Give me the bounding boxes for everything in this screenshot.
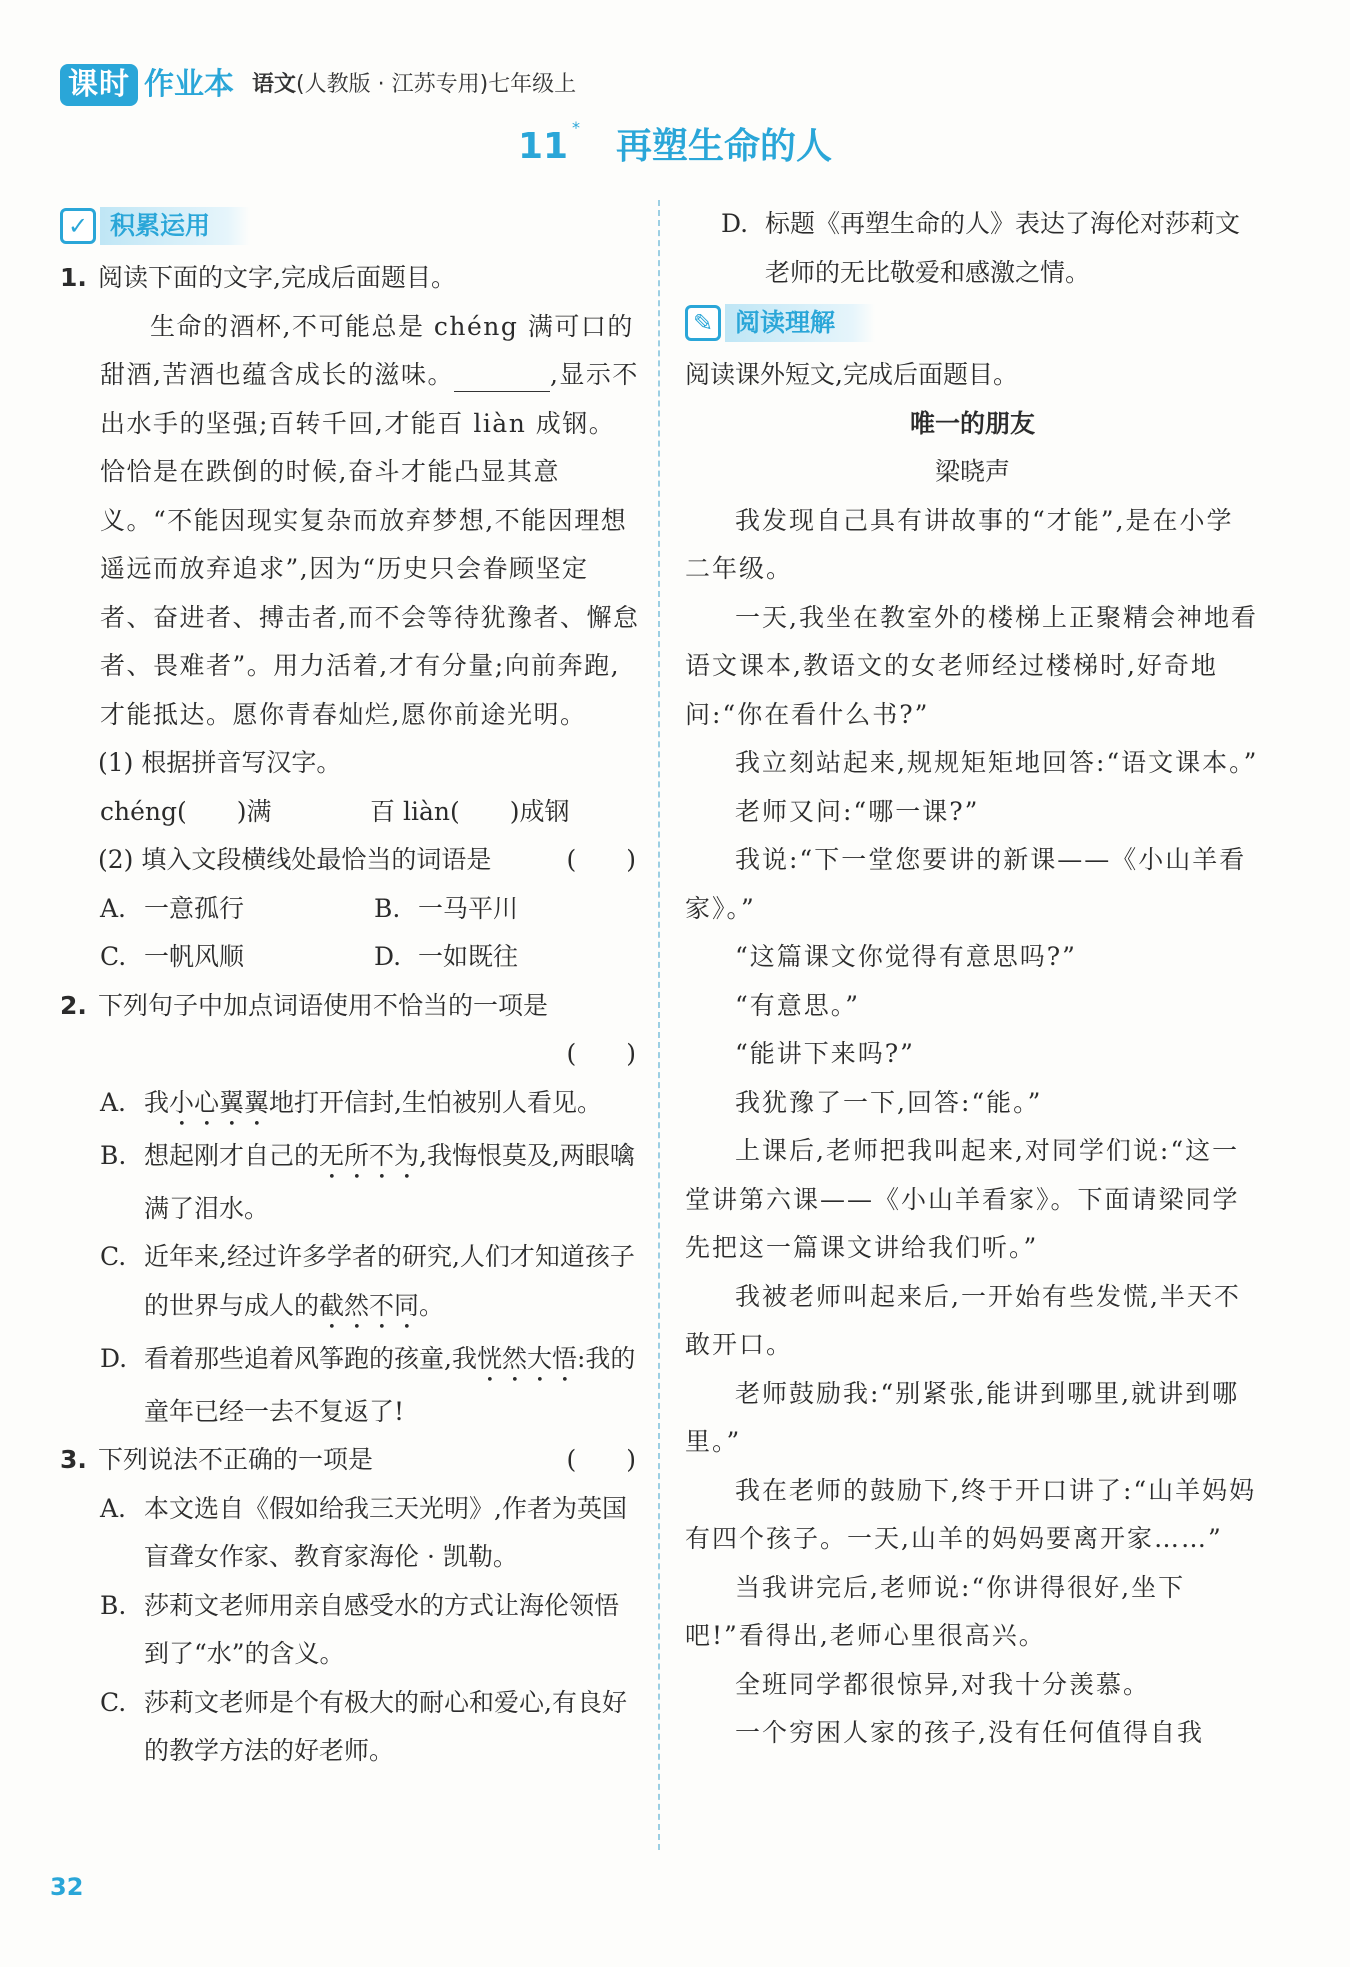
story-author: 梁晓声 [934,457,1010,486]
question-2 [60,982,640,1031]
right-column [685,200,1260,1758]
story-paragraph: 一个穷困人家的孩子,没有任何值得自我 [735,1718,1204,1747]
section-title: 积累运用 [100,207,250,245]
option-d[interactable]: D. 标题《再塑生命的人》表达了海伦对莎莉文老师的无比敬爱和感激之情。 [721,209,1241,287]
pinyin-answers [60,788,640,837]
subject: 语文 [252,72,297,97]
story-paragraph: 上课后,老师把我叫起来,对同学们说:“这一堂讲第六课——《小山羊看家》。下面请梁同学先把这一篇课文讲给我们听。” [685,1136,1240,1262]
answer-paren[interactable]: ( ) [566,1445,636,1474]
option-c[interactable]: 一帆风顺 [144,942,245,971]
sub-question-1: (1) 根据拼音写汉字。 [98,748,342,777]
option-b[interactable]: B. 莎莉文老师用亲自感受水的方式让海伦领悟到了“水”的含义。 [100,1590,620,1668]
story-paragraph: 一天,我坐在教室外的楼梯上正聚精会神地看语文课本,教语文的女老师经过楼梯时,好奇地问:“你在看什么书?” [685,602,1258,729]
section-title: 阅读理解 [725,304,875,342]
reading-instruction: 阅读课外短文,完成后面题目。 [685,360,1018,389]
question-number: 3. [60,1445,87,1474]
option-c[interactable]: C. 莎莉文老师是个有极大的耐心和爱心,有良好的教学方法的好老师。 [100,1687,627,1765]
story-paragraph: “这篇课文你觉得有意思吗?” [735,942,1077,971]
lesson-title [0,118,1350,169]
page-header [60,62,576,108]
left-column [60,200,640,1776]
question-1 [60,254,640,303]
passage: 生命的酒杯,不可能总是 chéng 满可口的甜酒,苦酒也蕴含成长的滋味。 ,显示不出水手的坚强;百转千回,才能百 liàn 成钢。恰恰是在跌倒的时候,奋斗才能凸显其意义。“不能因现实复杂而放弃梦想,不能因理想遥远而放弃追求”,因为“历史只会眷顾坚定者、奋进者、搏击者,而不会等待犹豫者、懈怠者、畏难者”。用力活着,才有分量;向前奔跑,才能抵达。愿你青春灿烂,愿你前途光明。 [100,311,640,729]
story-paragraph: 我被老师叫起来后,一开始有些发慌,半天不敢开口。 [685,1281,1241,1359]
question-stem: 下列句子中加点词语使用不恰当的一项是 [98,990,549,1020]
option-d[interactable]: 一如既往 [418,942,519,971]
edition: (人教版 · 江苏专用)七年级上 [296,72,577,97]
subject-line [252,66,576,104]
brand-logo: 课时 [60,64,138,106]
story-paragraph: “有意思。” [735,990,861,1020]
story-body [685,497,1260,1758]
story-paragraph: 我发现自己具有讲故事的“才能”,是在小学二年级。 [685,505,1234,583]
option-a[interactable]: 一意孤行 [144,893,245,923]
story-paragraph: 我犹豫了一下,回答:“能。” [735,1087,1043,1117]
section-header-reading [685,301,1260,345]
option-b[interactable]: 一马平川 [418,893,519,923]
story-paragraph: 我在老师的鼓励下,终于开口讲了:“山羊妈妈有四个孩子。一天,山羊的妈妈要离开家……” [685,1475,1257,1553]
option-d[interactable]: D. 看着那些追着风筝跑的孩童,我恍然大悟:我的童年已经一去不复返了! [100,1343,636,1426]
lesson-mark: * [572,118,581,137]
section-header-accumulate [60,204,640,248]
story-paragraph: 老师鼓励我:“别紧张,能讲到哪里,就讲到哪里。” [685,1378,1240,1456]
story-paragraph: “能讲下来吗?” [735,1039,915,1068]
answer-paren[interactable]: ( ) [566,1039,636,1068]
checkbox-icon: ✓ [60,208,96,244]
option-row: C. 一帆风顺 D. 一如既往 [60,933,640,982]
lesson-number: 11 * [517,118,581,167]
pinyin-item[interactable]: 百 liàn( )成钢 [370,796,570,826]
page-number: 32 [50,1873,84,1901]
column-divider [658,200,660,1850]
story-title: 唯一的朋友 [909,408,1035,438]
question-stem: 阅读下面的文字,完成后面题目。 [98,263,456,292]
story-paragraph: 我立刻站起来,规规矩矩地回答:“语文课本。” [735,748,1259,777]
question-3 [60,1436,640,1485]
brand-logo-text: 作业本 [144,67,234,102]
option-b[interactable]: B. 想起刚才自己的无所不为,我悔恨莫及,两眼噙满了泪水。 [100,1140,635,1223]
option-row: A. 一意孤行 B. 一马平川 [60,885,640,934]
option-a[interactable]: A. 本文选自《假如给我三天光明》,作者为英国盲聋女作家、教育家海伦 · 凯勒。 [100,1493,627,1571]
story-paragraph: 当我讲完后,老师说:“你讲得很好,坐下吧!”看得出,老师心里很高兴。 [685,1572,1186,1650]
lesson-name: 再塑生命的人 [616,126,833,167]
story-paragraph: 我说:“下一堂您要讲的新课——《小山羊看家》。” [685,845,1247,923]
pencil-icon: ✎ [685,305,721,341]
question-number: 2. [60,990,87,1020]
sub-question-2: (2) 填入文段横线处最恰当的词语是 ( ) [60,836,640,885]
pinyin-item[interactable]: chéng( )满 [100,796,272,826]
story-paragraph: 全班同学都很惊异,对我十分羡慕。 [735,1669,1150,1699]
answer-blank[interactable] [454,361,550,392]
option-a[interactable]: A. 我小心翼翼地打开信封,生怕被别人看见。 [100,1087,602,1117]
option-c[interactable]: C. 近年来,经过许多学者的研究,人们才知道孩子的世界与成人的截然不同。 [100,1242,635,1320]
answer-paren[interactable]: ( ) [566,845,636,874]
question-stem: 下列说法不正确的一项是 [98,1445,374,1474]
story-paragraph: 老师又问:“哪一课?” [735,796,980,826]
question-number: 1. [60,263,87,292]
